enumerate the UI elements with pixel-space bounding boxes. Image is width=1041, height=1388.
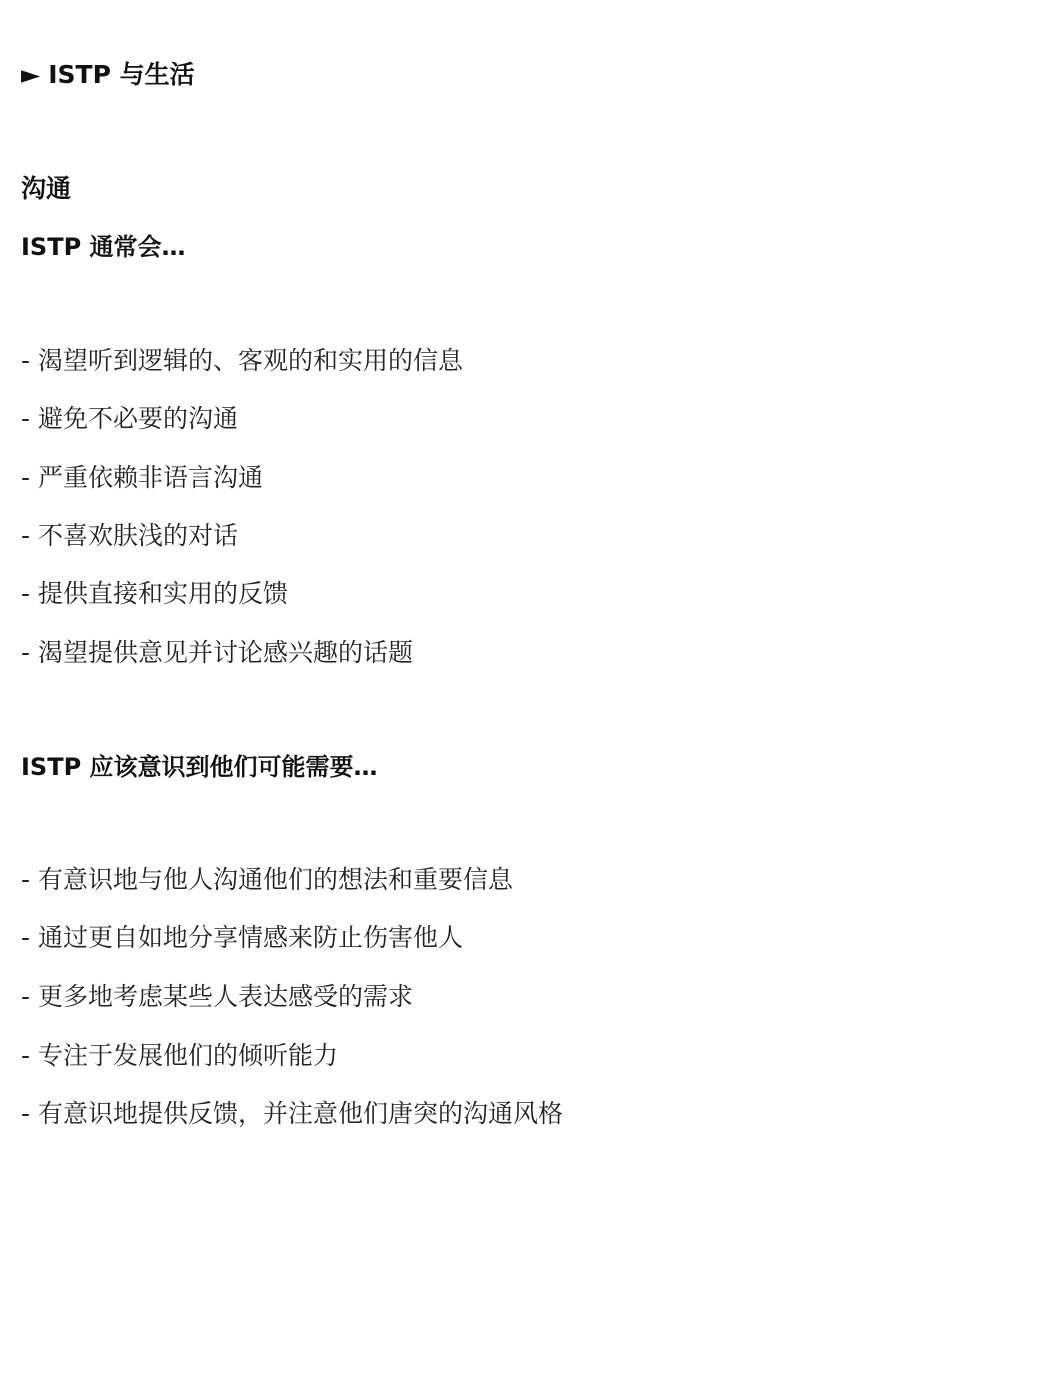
section-title (21, 62, 195, 87)
list-item: - 严重依赖非语言沟通 (21, 463, 263, 492)
list-item: - 有意识地与他人沟通他们的想法和重要信息 (21, 865, 513, 894)
group2-heading: ISTP 应该意识到他们可能需要… (21, 753, 378, 781)
group1-heading: ISTP 通常会… (21, 233, 186, 261)
list-item: - 渴望听到逻辑的、客观的和实用的信息 (21, 346, 463, 375)
list-item: - 更多地考虑某些人表达感受的需求 (21, 982, 413, 1011)
topic-heading: 沟通 (21, 174, 72, 203)
list-item: - 有意识地提供反馈，并注意他们唐突的沟通风格 (21, 1099, 563, 1128)
section-title-text: ISTP 与生活 (48, 60, 195, 89)
list-item: - 避免不必要的沟通 (21, 404, 238, 433)
list-item: - 渴望提供意见并讨论感兴趣的话题 (21, 638, 413, 667)
list-item: - 不喜欢肤浅的对话 (21, 521, 238, 550)
list-item: - 专注于发展他们的倾听能力 (21, 1041, 338, 1070)
list-item: - 提供直接和实用的反馈 (21, 579, 288, 608)
list-item: - 通过更自如地分享情感来防止伤害他人 (21, 923, 463, 952)
play-triangle-icon: ► (21, 60, 41, 89)
